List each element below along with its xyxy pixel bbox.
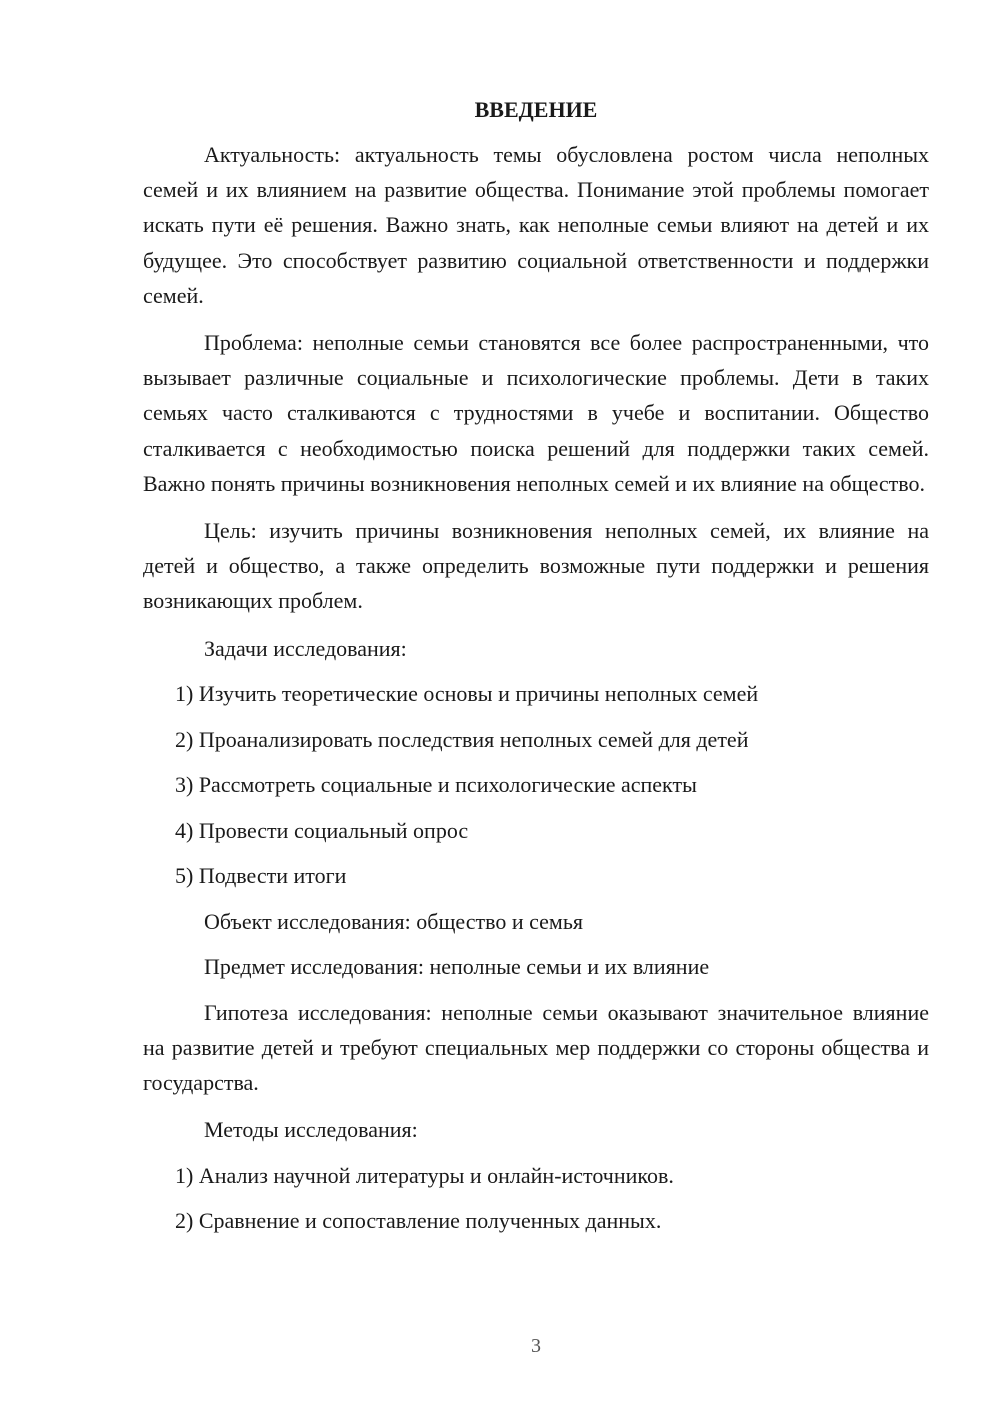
problem-paragraph: Проблема: неполные семьи становятся все более распространенными, что вызывает различные социальные и психологические проблемы. Дети в таких семьях часто сталкиваются с трудностями в учебе и воспитании. Общество сталкивается с необходимостью поиска решений для поддержки таких семей. Важно понять причины возникновения неполных семей и их влияние на общество.: [143, 330, 929, 496]
goal-paragraph: Цель: изучить причины возникновения неполных семей, их влияние на детей и общество, а также определить возможные пути поддержки и решения возникающих проблем.: [143, 518, 929, 614]
page-number: 3: [531, 1335, 541, 1357]
task-item-4: 4) Провести социальный опрос: [175, 817, 469, 843]
research-subject: Предмет исследования: неполные семьи и их влияние: [204, 954, 710, 980]
task-item-5: 5) Подвести итоги: [175, 863, 347, 889]
methods-heading: Методы исследования:: [204, 1117, 418, 1143]
task-item-3: 3) Рассмотреть социальные и психологические аспекты: [175, 772, 697, 798]
method-item-2: 2) Сравнение и сопоставление полученных данных.: [175, 1208, 662, 1234]
tasks-heading: Задачи исследования:: [204, 635, 407, 661]
method-item-1: 1) Анализ научной литературы и онлайн-источников.: [175, 1162, 674, 1188]
task-item-1: 1) Изучить теоретические основы и причины неполных семей: [175, 681, 759, 707]
research-object: Объект исследования: общество и семья: [204, 908, 583, 934]
page-title: ВВЕДЕНИЕ: [474, 97, 598, 122]
relevance-paragraph: Актуальность: актуальность темы обусловлена ростом числа неполных семей и их влиянием на развитие общества. Понимание этой проблемы помогает искать пути её решения. Важно знать, как неполные семьи влияют на детей и их будущее. Это способствует развитию социальной ответственности и поддержки семей.: [143, 142, 929, 308]
hypothesis-paragraph: Гипотеза исследования: неполные семьи оказывают значительное влияние на развитие детей и требуют специальных мер поддержки со стороны общества и государства.: [143, 999, 929, 1096]
document-page: [143, 92, 929, 1249]
task-item-2: 2) Проанализировать последствия неполных семей для детей: [175, 726, 749, 752]
